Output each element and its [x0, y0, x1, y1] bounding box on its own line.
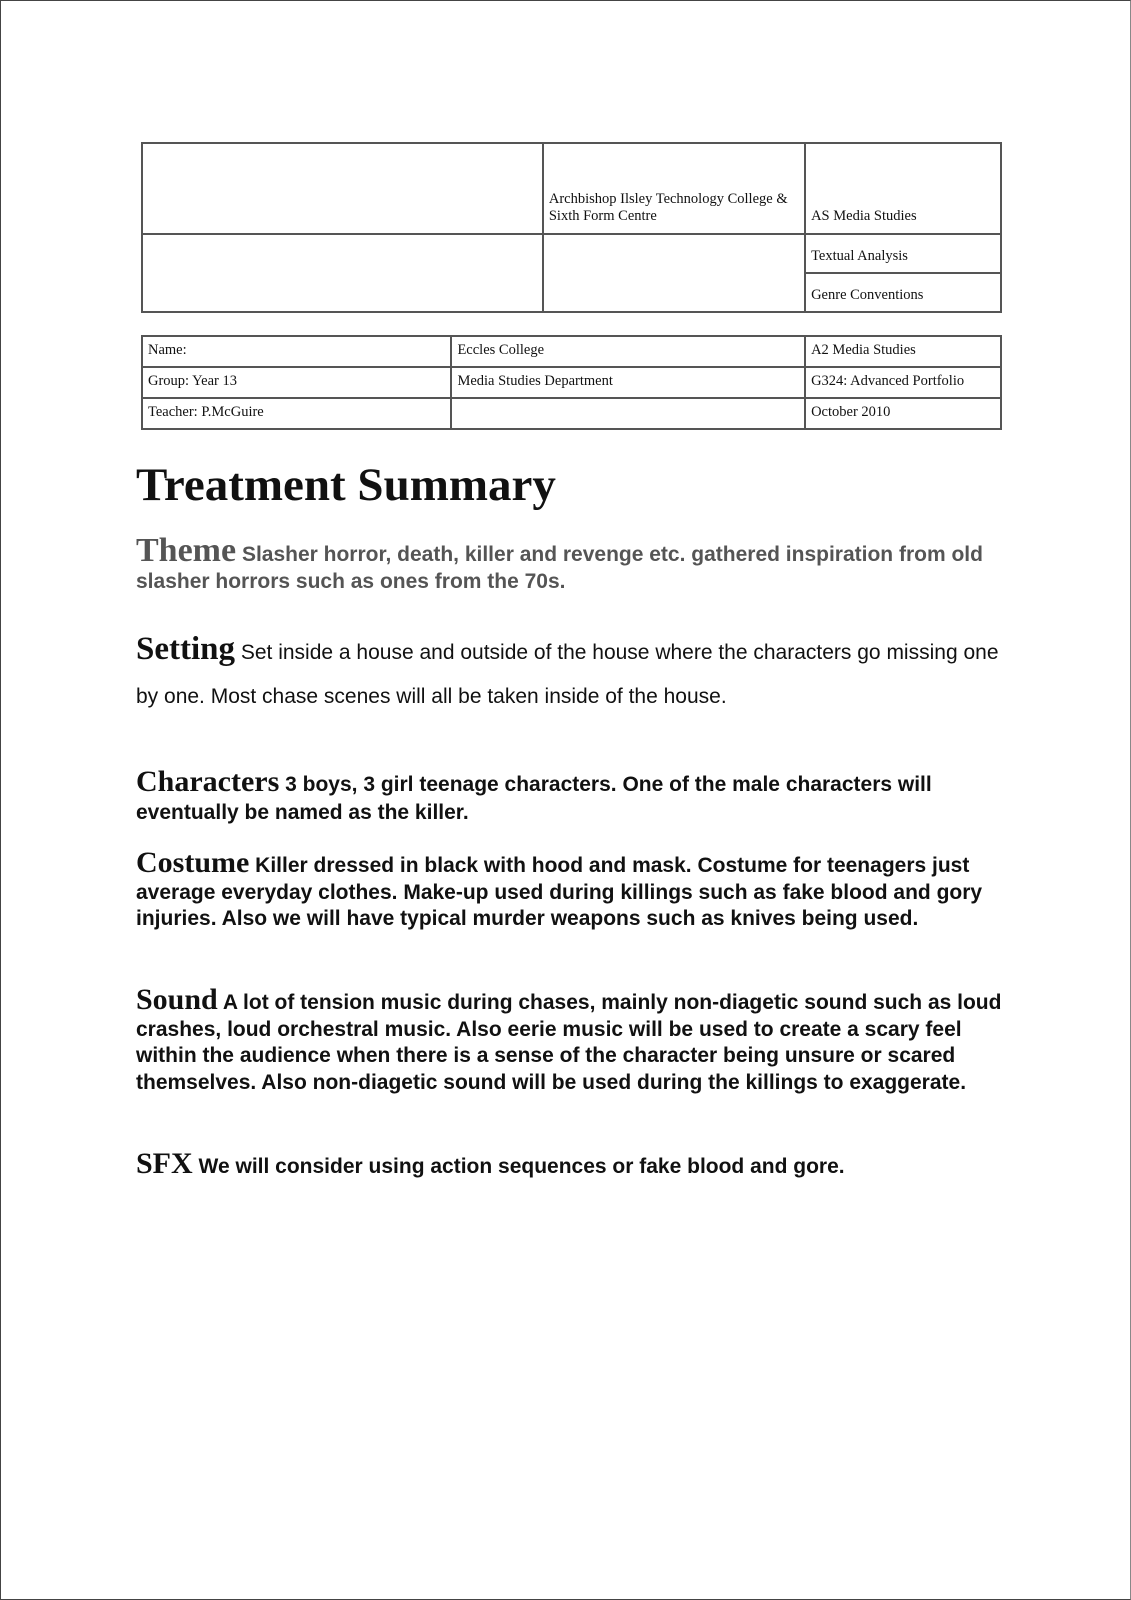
theme-heading: Theme — [136, 532, 237, 569]
college-name: Archbishop Ilsley Technology College & Sixth Form Centre — [543, 143, 805, 234]
sfx-text: We will consider using action sequences or fake blood and gore. — [198, 1155, 845, 1178]
department-name: Media Studies Department — [451, 367, 805, 398]
date-label: October 2010 — [805, 398, 1001, 429]
characters-heading: Characters — [136, 765, 280, 798]
header-empty-cell-middle — [543, 234, 805, 312]
table-row — [142, 398, 1001, 429]
theme-section — [136, 532, 1006, 595]
module-name: G324: Advanced Portfolio — [805, 367, 1001, 398]
theme-text: Slasher horror, death, killer and revenge etc. gathered inspiration from old slasher horrors such as ones from the 70s. — [136, 543, 983, 593]
info-table — [141, 335, 1002, 430]
teacher-label: Teacher: P.McGuire — [142, 398, 451, 429]
page-title: Treatment Summary — [136, 459, 556, 511]
school-name: Eccles College — [451, 336, 805, 367]
costume-text: Killer dressed in black with hood and mask. Costume for teenagers just average everyday clothes. Make-up used during killings such as fake blood and gory injuries. Also we will have typical murder weapons such as knives being used. — [136, 854, 983, 930]
table-row — [142, 367, 1001, 398]
level-name: A2 Media Studies — [805, 336, 1001, 367]
setting-heading: Setting — [136, 631, 235, 667]
sound-heading: Sound — [136, 983, 218, 1016]
sfx-heading: SFX — [136, 1147, 193, 1180]
course-name: AS Media Studies — [805, 143, 1001, 234]
characters-text: 3 boys, 3 girl teenage characters. One of the male characters will eventually be named as the killer. — [136, 773, 932, 824]
characters-section — [136, 765, 1006, 827]
setting-text: Set inside a house and outside of the house where the characters go missing one by one. Most chase scenes will all be taken inside of the house. — [136, 641, 999, 708]
unit-name: Textual Analysis — [805, 234, 1001, 273]
header-logo-cell — [142, 143, 543, 234]
name-label: Name: — [142, 336, 451, 367]
costume-section — [136, 846, 1006, 933]
header-empty-cell-left — [142, 234, 543, 312]
table-row — [142, 336, 1001, 367]
setting-section — [136, 627, 1006, 719]
empty-cell — [451, 398, 805, 429]
header-table — [141, 142, 1002, 313]
sound-text: A lot of tension music during chases, mainly non-diagetic sound such as loud crashes, loud orchestral music. Also eerie music will be used to create a scary feel within the audience when there is a sense of the character being unsure or scared themselves. Also non-diagetic sound will be used during the killings to exaggerate. — [136, 991, 1002, 1094]
costume-heading: Costume — [136, 846, 250, 879]
sound-section — [136, 983, 1006, 1096]
group-label: Group: Year 13 — [142, 367, 451, 398]
topic-name: Genre Conventions — [805, 273, 1001, 312]
sfx-section — [136, 1147, 1006, 1180]
